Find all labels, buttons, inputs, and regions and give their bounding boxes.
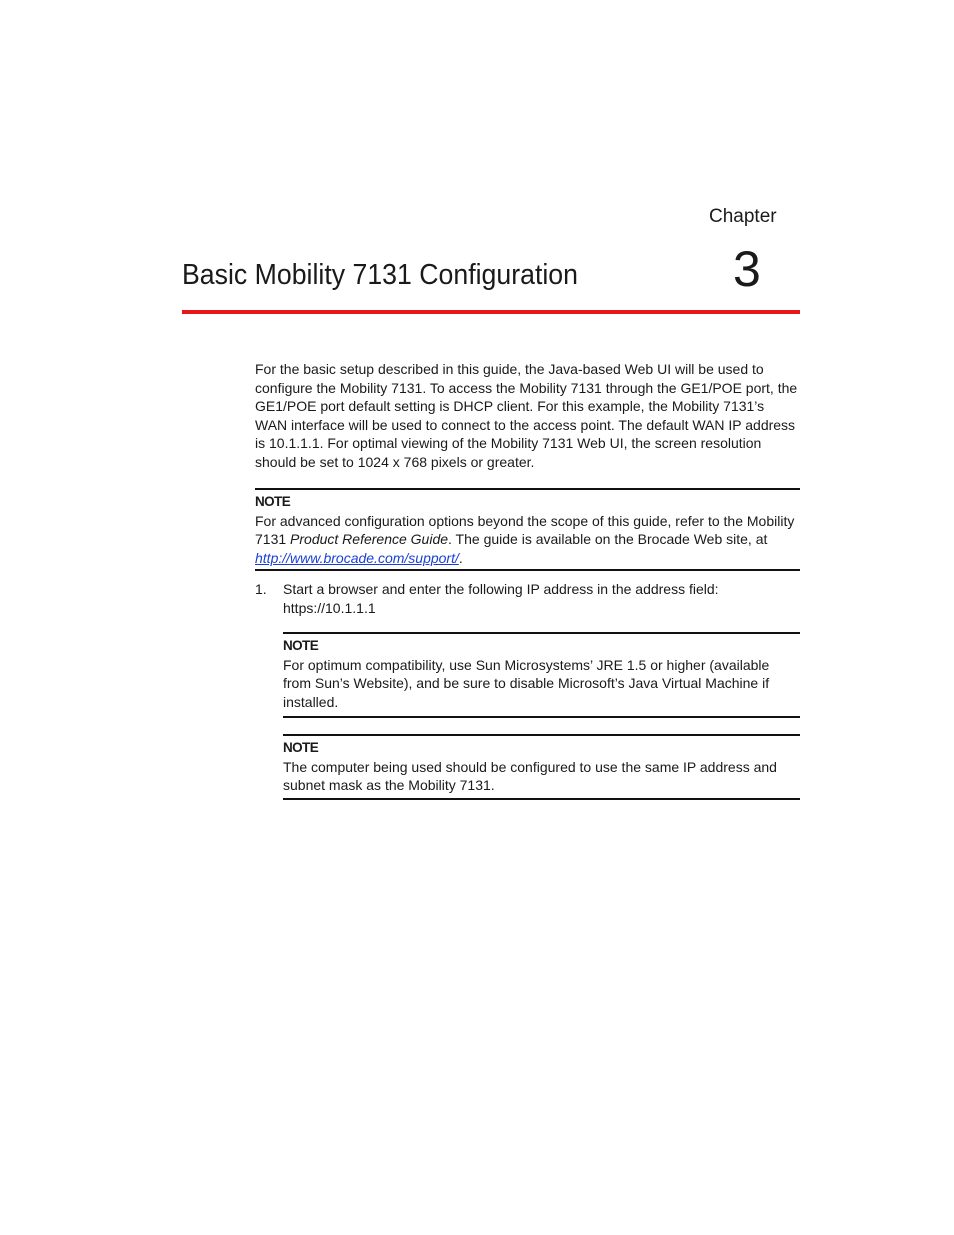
support-link[interactable]: http://www.brocade.com/support/: [255, 549, 459, 566]
note-text: The computer being used should be configured to use the same IP address and subnet mask as the Mobility 7131.: [283, 758, 777, 794]
note-box-jre: [283, 632, 800, 718]
note-box-ip: [283, 734, 800, 800]
note-text: For optimum compatibility, use Sun Microsystems’ JRE 1.5 or higher (available from Sun’s Website), and be sure to disable Microsoft’s Java Virtual Machine if installed.: [283, 656, 770, 710]
step-text: [283, 580, 800, 617]
note-text-middle: . The guide is available on the Brocade Web site, at: [448, 531, 768, 548]
note-italic-title: Product Reference Guide: [290, 531, 449, 548]
chapter-number: 3: [733, 241, 761, 297]
note-box-reference: [255, 488, 800, 571]
note-label: NOTE: [283, 638, 319, 653]
note-text-end: .: [458, 549, 463, 566]
note-text: For advanced configuration options beyond the scope of this guide, refer to the Mobility 7131: [255, 512, 795, 548]
step-instruction: Start a browser and enter the following IP address in the address field:: [283, 581, 719, 597]
step-address: https://10.1.1.1: [283, 599, 376, 616]
title-rule: [182, 310, 800, 314]
note-label: NOTE: [255, 494, 291, 509]
page-title: Basic Mobility 7131 Configuration: [182, 259, 578, 291]
step-number: 1.: [255, 581, 267, 597]
chapter-label: Chapter: [709, 206, 777, 227]
note-label: NOTE: [283, 740, 319, 755]
intro-paragraph: For the basic setup described in this guide, the Java-based Web UI will be used to configure the Mobility 7131. To access the Mobility 7131 through the GE1/POE port, the GE1/POE port default setting is DHCP client. For this example, the Mobility 7131’s WAN interface will be used to connect to the access point. The default WAN IP address is 10.1.1.1. For optimal viewing of the Mobility 7131 Web UI, the screen resolution should be set to 1024 x 768 pixels or greater.: [255, 361, 798, 470]
